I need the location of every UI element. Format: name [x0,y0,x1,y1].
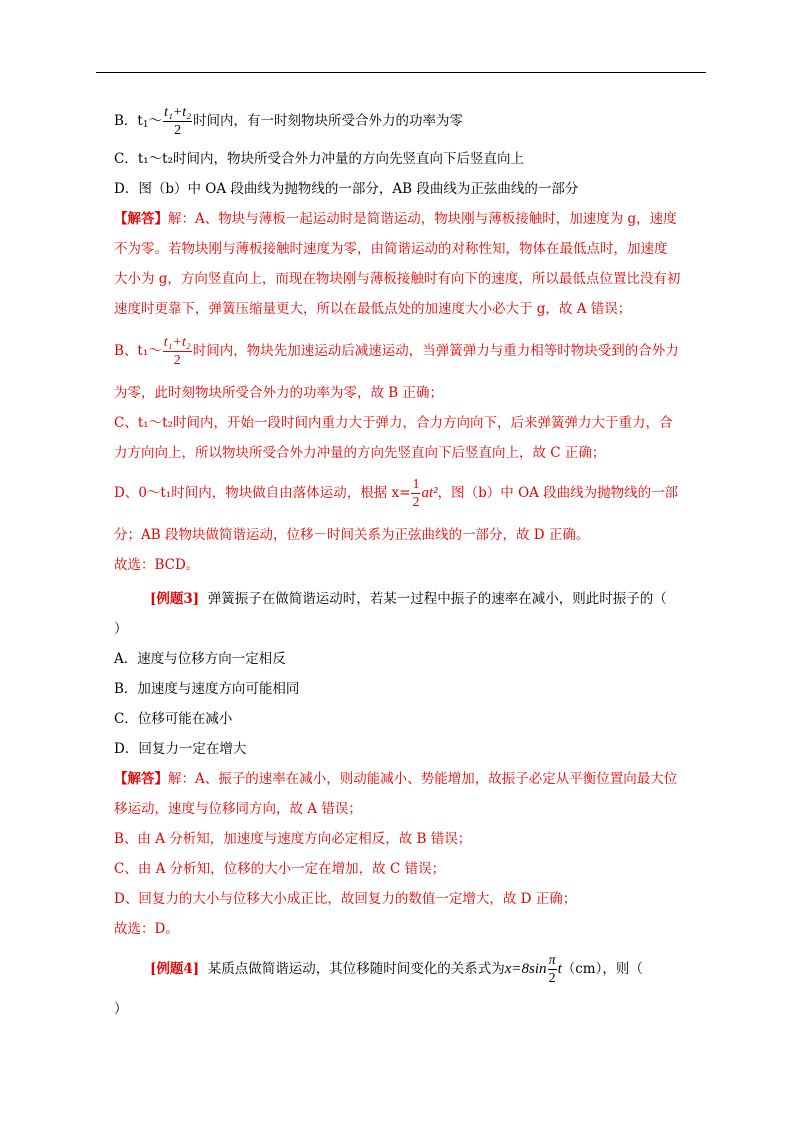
example-tag: [例题3] [150,591,200,607]
answer-q2-b-line1 [114,334,679,369]
answer-q3-b: B、由 A 分析知，加速度与速度方向必定相反，故 B 错误； [114,831,472,847]
fraction-denominator: 2 [173,353,181,368]
fraction-numerator: t₁+t₂ [164,105,192,120]
example4-question: 某质点做简谐运动，其位移随时间变化的关系式为 [207,961,505,977]
formula-x-8sin: x=8sin [504,961,547,977]
fraction-numerator: t₁+t₂ [163,335,191,350]
fraction-pi-over-2 [548,952,557,987]
answer-q3-text1: 解：A、振子的速率在减小，则动能减小、势能增加，故振子必定从平衡位置向最大位 [168,771,678,787]
example4-stem-end: ） [114,1001,128,1017]
option-d-q2: D．图（b）中 OA 段曲线为抛物线的一部分，AB 段曲线为正弦曲线的一部分 [114,181,579,197]
option-b-sub: 1 [142,120,149,130]
answer-q2-c-line2: 力方向向上，所以物块所受合外力冲量的方向先竖直向下后竖直向上，故 C 正确； [114,445,606,461]
answer-q3-d: D、回复力的大小与位移大小成正比，故回复力的数值一定增大，故 D 正确； [114,891,577,907]
example3-option-c: C．位移可能在减小 [114,711,233,727]
example3-stem-end: ） [114,621,128,637]
option-c-q2: C．t₁～t₂时间内，物块所受合外力冲量的方向先竖直向下后竖直向上 [114,151,525,167]
option-b-tilde: ～ [148,113,163,129]
answer-b-suffix: 时间内，物块先加速运动后减速运动，当弹簧弹力与重力相等时物块受到的合外力 [192,343,679,359]
fraction-numerator: π [548,953,556,968]
option-b-prefix: B．t [114,113,143,129]
example4-unit: （cm），则（ [561,961,643,977]
fraction-t1-t2-over-2-answer [163,334,192,369]
answer-q2-line3: 大小为 g，方向竖直向上，而现在物块刚与薄板接触时有向下的速度，所以最低点位置比没有初 [114,271,681,287]
formula-at2: at² [421,485,438,501]
example3-question: 弹簧振子在做简谐运动时，若某一过程中振子的速率在减小，则此时振子的（ [207,591,667,607]
option-b-suffix: 时间内，有一时刻物块所受合外力的功率为零 [193,113,464,129]
fraction-t1-t2-over-2 [163,104,192,139]
answer-q2-choice: 故选：BCD。 [114,557,200,573]
answer-label: 【解答】 [114,211,168,227]
answer-q2-line1 [114,210,677,228]
answer-q2-c-line1: C、t₁～t₂时间内，开始一段时间内重力大于弹力，合力方向向下，后来弹簧弹力大于重力，合 [114,415,673,431]
fraction-denominator: 2 [548,971,556,986]
answer-q2-line4: 速度时更靠下，弹簧压缩量更大，所以在最低点处的加速度大小必大于 g，故 A 错误； [114,301,632,317]
answer-d-prefix: D、0～t₁时间内，物块做自由落体运动，根据 x= [114,485,411,501]
answer-q3-line2: 移运动，速度与位移同方向，故 A 错误； [114,801,362,817]
answer-q3-choice: 故选：D。 [114,921,179,937]
answer-q2-d-line2: 分；AB 段物块做简谐运动，位移－时间关系为正弦曲线的一部分，故 D 正确。 [114,527,590,543]
formula-t: t [557,961,562,977]
answer-q2-text1: 解：A、物块与薄板一起运动时是简谐运动，物块刚与薄板接触时，加速度为 g，速度 [168,211,677,227]
header-rule [96,72,706,73]
fraction-denominator: 2 [412,495,420,510]
example3-stem [150,590,667,608]
answer-q2-b-line2: 为零，此时刻物块所受合外力的功率为零，故 B 正确； [114,385,444,401]
fraction-denominator: 2 [174,123,182,138]
fraction-numerator: 1 [412,477,420,492]
answer-b-prefix: B、t₁～ [114,343,162,359]
option-b-q2 [114,104,463,139]
example3-option-a: A．速度与位移方向一定相反 [114,651,286,667]
example3-option-b: B．加速度与速度方向可能相同 [114,681,300,697]
example4-stem [150,952,643,987]
answer-q3-c: C、由 A 分析知，位移的大小一定在增加，故 C 错误； [114,861,446,877]
answer-label: 【解答】 [114,771,168,787]
example-tag: [例题4] [150,961,200,977]
fraction-one-half [411,476,420,511]
example3-option-d: D．回复力一定在增大 [114,741,247,757]
answer-q2-line2: 不为零。若物块刚与薄板接触时速度为零，由简谐运动的对称性知，物体在最低点时，加速度 [114,241,668,257]
answer-d-suffix: ，图（b）中 OA 段曲线为抛物线的一部 [437,485,679,501]
answer-q2-d-line1 [114,476,678,511]
answer-q3-line1 [114,770,677,788]
